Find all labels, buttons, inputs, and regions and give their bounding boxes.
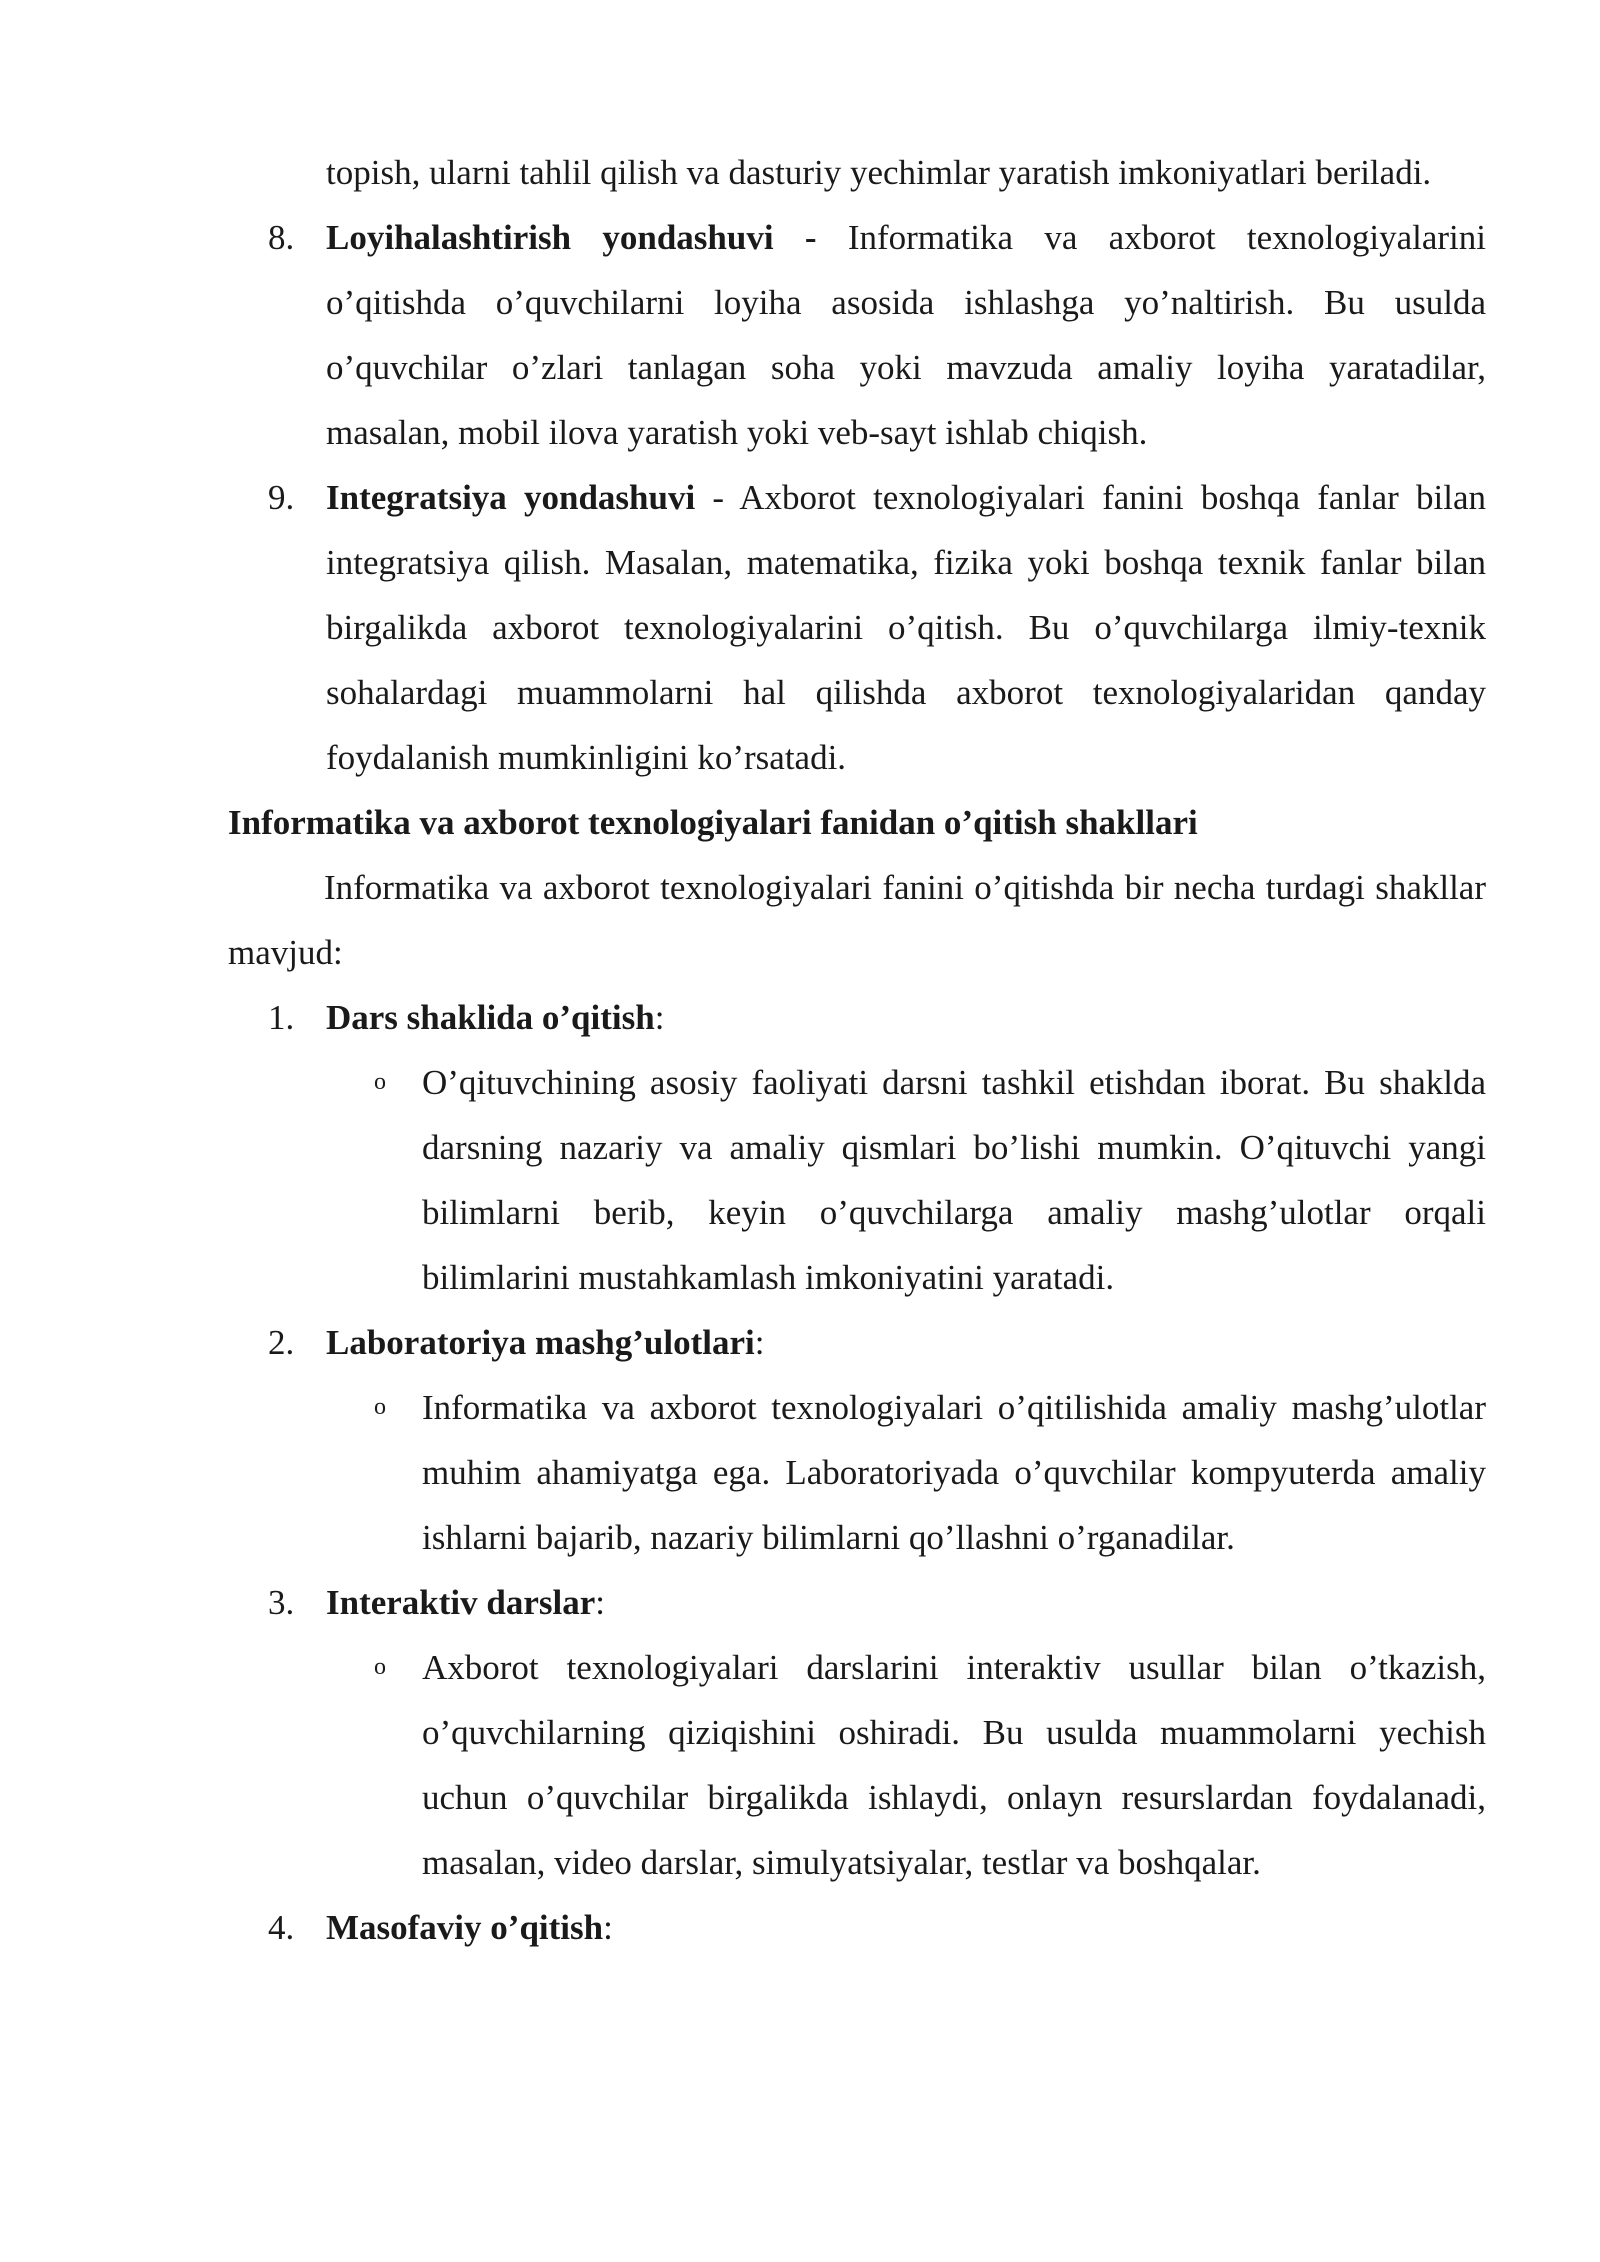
form-colon: : <box>595 1583 606 1622</box>
approach-number: 8. <box>268 218 295 257</box>
bullet-marker: o <box>374 1394 386 1420</box>
form-detail <box>228 1375 1486 1570</box>
form-number: 4. <box>268 1908 295 1947</box>
form-title: Masofaviy o’qitish <box>326 1908 604 1947</box>
approach-separator: - <box>695 478 740 517</box>
approach-text: Informatika va axborot texnologiyalarini o’qitishda o’quvchilarni loyiha asosida ishlashga yo’naltirish. Bu usulda o’quvchilar o’zlari tanlagan soha yoki mavzuda amaliy loyiha yaratadilar, masalan, mobil ilova yaratish yoki veb-sayt ishlab chiqish. <box>326 218 1487 452</box>
form-detail <box>228 1050 1486 1310</box>
form-colon: : <box>754 1323 765 1362</box>
approach-text: Axborot texnologiyalari fanini boshqa fanlar bilan integratsiya qilish. Masalan, matematika, fizika yoki boshqa texnik fanlar bilan birgalikda axborot texnologiyalarini o’qitish. Bu o’quvchilarga ilmiy-texnik sohalardagi muammolarni hal qilishda axborot texnologiyalaridan qanday foydalanish mumkinligini ko’rsatadi. <box>326 478 1486 777</box>
form-item-1 <box>228 985 1486 1050</box>
form-colon: : <box>654 998 665 1037</box>
bullet-marker: o <box>374 1069 386 1095</box>
form-title: Interaktiv darslar <box>326 1583 596 1622</box>
section-intro: Informatika va axborot texnologiyalari fanini o’qitishda bir necha turdagi shakllar mavjud: <box>228 868 1486 972</box>
intro-continuation: topish, ularni tahlil qilish va dasturiy yechimlar yaratish imkoniyatlari beriladi. <box>326 153 1432 192</box>
form-item-4 <box>228 1895 1486 1960</box>
approach-number: 9. <box>268 478 295 517</box>
bullet-marker: o <box>374 1654 386 1680</box>
approach-separator: - <box>773 218 848 257</box>
form-detail-text: O’qituvchining asosiy faoliyati darsni tashkil etishdan iborat. Bu shaklda darsning nazariy va amaliy qismlari bo’lishi mumkin. O’qituvchi yangi bilimlarni berib, keyin o’quvchilarga amaliy mashg’ulotlar orqali bilimlarini mustahkamlash imkoniyatini yaratadi. <box>422 1063 1486 1297</box>
form-detail-text: Informatika va axborot texnologiyalari o’qitilishida amaliy mashg’ulotlar muhim ahamiyatga ega. Laboratoriyada o’quvchilar kompyuterda amaliy ishlarni bajarib, nazariy bilimlarni qo’llashni o’rganadilar. <box>422 1388 1486 1557</box>
form-item-3 <box>228 1570 1486 1635</box>
form-number: 3. <box>268 1583 295 1622</box>
page-content <box>228 140 1486 1960</box>
form-detail-text: Axborot texnologiyalari darslarini interaktiv usullar bilan o’tkazish, o’quvchilarning qiziqishini oshiradi. Bu usulda muammolarni yechish uchun o’quvchilar birgalikda ishlaydi, onlayn resurslardan foydalanadi, masalan, video darslar, simulyatsiyalar, testlar va boshqalar. <box>422 1648 1486 1882</box>
form-detail <box>228 1635 1486 1895</box>
form-number: 2. <box>268 1323 295 1362</box>
form-title: Dars shaklida o’qitish <box>326 998 655 1037</box>
form-colon: : <box>603 1908 613 1947</box>
form-title: Laboratoriya mashg’ulotlari <box>326 1323 755 1362</box>
approach-title: Loyihalashtirish yondashuvi <box>326 218 774 257</box>
form-number: 1. <box>268 998 295 1037</box>
approach-item-8 <box>228 205 1486 465</box>
form-item-2 <box>228 1310 1486 1375</box>
approach-title: Integratsiya yondashuvi <box>326 478 696 517</box>
approach-item-9 <box>228 465 1486 790</box>
section-heading: Informatika va axborot texnologiyalari fanidan o’qitish shakllari <box>228 803 1198 842</box>
